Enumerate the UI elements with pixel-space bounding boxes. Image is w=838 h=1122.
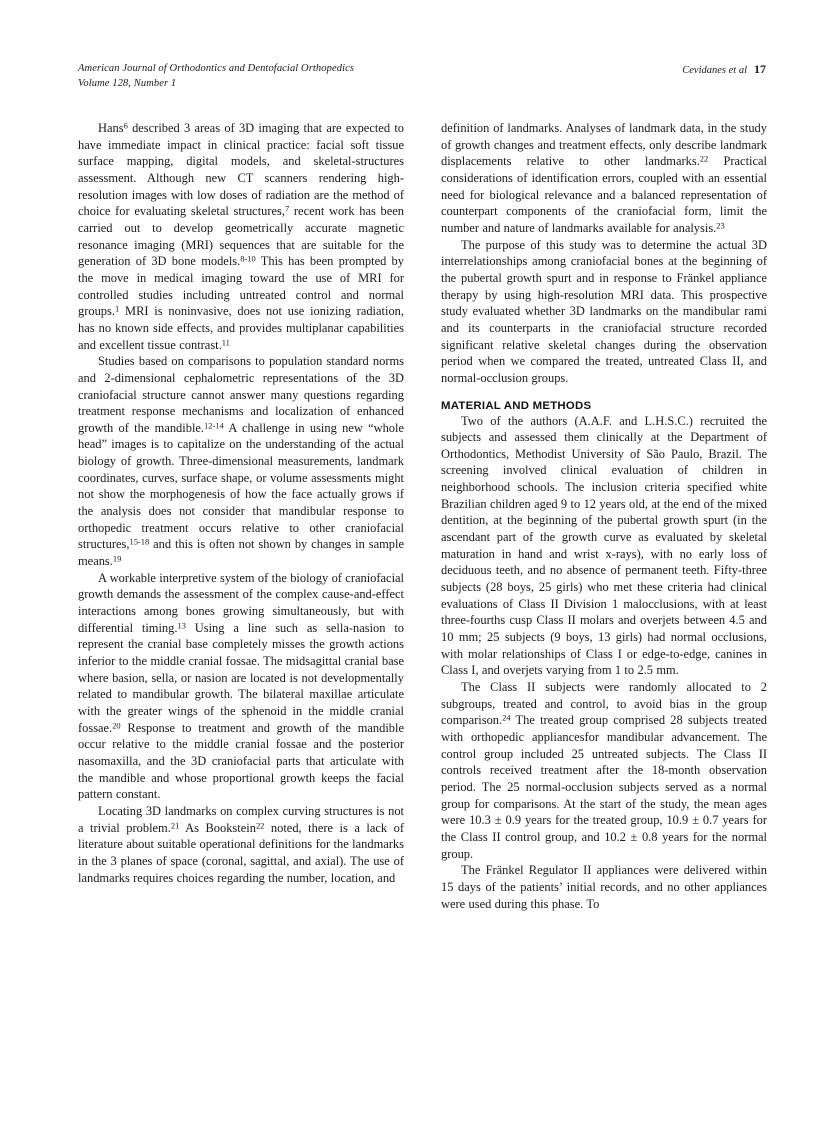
reference-superscript: 6 xyxy=(123,120,128,131)
reference-superscript: 1 xyxy=(114,303,120,314)
paragraph-p-workable: A workable interpretive system of the biology of craniofacial growth demands the assessment of the complex cause-and-effect interactions among bones growing simultaneously, but with differential timing.$^{13}$ Using a line such as sella-nasion to represent the cranial base completely misses the growth actions inferior to the middle cranial fossae. The midsagittal cranial base where basion, sella, or nasion are located is not developmentally related to mandibular growth. The bilateral maxillae articulate with the greater wings of the sphenoid in the middle cranial fossae.$^{20}$ Response to treatment and growth of the mandible occur relative to the middle cranial fossae and the posterior nasomaxilla, and the 3D craniofacial parts that articulate with the mandible and whose proportional growth keeps the facial pattern constant. xyxy=(78,570,405,802)
reference-superscript: 12-14 xyxy=(204,420,224,431)
page-number: 17 xyxy=(754,62,766,76)
reference-superscript: 11 xyxy=(221,336,230,347)
paragraph-p-hans: Hans$^6$ described 3 areas of 3D imaging that are expected to have immediate impact in clinical practice: facial soft tissue surface mapping, digital models, and skeletal-structures assessment. Although new CT scanners rendering high-resolution images with low doses of radiation are the method of choice for evaluating skeletal structures,$^7$ recent work has been carried out to develop geometrically accurate magnetic resonance imaging (MRI) sequences that are suitable for the generation of 3D bone models.$^{8-10}$ This has been prompted by the move in medical imaging toward the use of MRI for controlled studies including untreated control and normal groups.$^1$ MRI is noninvasive, does not use ionizing radiation, has no known side effects, and provides multiplanar capabilities and excellent tissue contrast.$^{11}$ xyxy=(78,120,404,352)
volume-issue: Volume 128, Number 1 xyxy=(78,77,177,89)
paragraph-p-purpose: The purpose of this study was to determine the actual 3D interrelationships among craniofacial bones at the beginning of the pubertal growth spurt and in response to Fränkel appliance therapy by using high-resolution MRI data. This prospective study evaluated whether 3D landmarks on the mandibular rami and its counterparts in the craniofacial structure recorded significant relative skeletal changes during the observation period when we compared the treated, untreated Class II, and normal-occlusion groups. xyxy=(441,237,767,385)
reference-superscript: 8-10 xyxy=(240,253,256,264)
running-head xyxy=(78,62,766,96)
paragraph-p-definition: definition of landmarks. Analyses of landmark data, in the study of growth changes and treatment effects, only describe landmark displacements relative to other landmarks.$^{22}$ Practical considerations of identification errors, coupled with an essential need for biological relevance and a balanced representation of counterpart components of the craniofacial form, limit the number and nature of landmarks available for analysis.$^{23}$ xyxy=(441,121,767,235)
two-column-body xyxy=(78,120,768,1060)
section-heading-material-and-methods: MATERIAL AND METHODS xyxy=(441,399,592,412)
reference-superscript: 22 xyxy=(255,820,265,831)
reference-superscript: 21 xyxy=(170,820,180,831)
journal-title: American Journal of Orthodontics and Dentofacial Orthopedics xyxy=(78,63,355,74)
running-head-right xyxy=(682,62,766,79)
paragraph-p-studies: Studies based on comparisons to population standard norms and 2-dimensional cephalometric representations of the 3D craniofacial structure cannot answer many questions regarding treatment response mechanisms and localization of enhanced growth of the mandible.$^{12-14}$ A challenge in using new “whole head” images is to capitalize on the understanding of the actual biology of growth. Three-dimensional measurements, landmark coordinates, curves, surface shape, or volume assessments might not show the morphogenesis of how the face actually grows if the analysis does not consider that mandibular response to orthopedic treatment occurs relative to other craniofacial structures,$^{15-18}$ and this is often not shown by changes in sample means.$^{19}$ xyxy=(78,354,405,569)
reference-superscript: 13 xyxy=(177,620,186,631)
reference-superscript: 23 xyxy=(716,220,725,231)
paragraph-p-locating: Locating 3D landmarks on complex curving structures is not a trivial problem.$^{21}$ As Bookstein$^{22}$ noted, there is a lack of literature about suitable operational definitions for the landmarks in the 3 planes of space (coronal, sagittal, and axial). The use of landmarks requires choices regarding the number, location, and xyxy=(78,803,405,885)
reference-superscript: 22 xyxy=(699,153,709,164)
reference-superscript: 19 xyxy=(112,553,122,564)
running-head-left xyxy=(78,62,354,91)
paragraph-p-class2: The Class II subjects were randomly allocated to 2 subgroups, treated and control, to avoid bias in the group comparison.$^{24}$ The treated group comprised 28 subjects treated with orthopedic appliancesfor mandibular advancement. The control group included 25 untreated subjects. The Class II controls received treatment after the 18-month observation period. The 25 normal-occlusion subjects served as a normal group for comparisons. At the start of the study, the mean ages were 10.3 ± 0.9 years for the treated group, 10.9 ± 0.7 years for the Class II control group, and 10.2 ± 0.8 years for the normal group. xyxy=(441,680,767,861)
running-head-authors: Cevidanes et al xyxy=(682,65,747,76)
reference-superscript: 15-18 xyxy=(129,536,150,547)
right-column xyxy=(441,120,767,1060)
reference-superscript: 20 xyxy=(112,720,121,731)
left-column xyxy=(78,120,404,1060)
paragraph-p-frankel: The Fränkel Regulator II appliances were delivered within 15 days of the patients’ initial records, and no other appliances were used during this phase. To xyxy=(441,863,767,911)
reference-superscript: 7 xyxy=(284,203,290,214)
reference-superscript: 24 xyxy=(502,712,511,723)
paragraph-p-two-authors: Two of the authors (A.A.F. and L.H.S.C.) recruited the subjects and assessed them clinically at the Department of Orthodontics, Methodist University of São Paulo, Brazil. The screening involved clinical evaluation of children in neighborhood schools. The inclusion criteria specified white Brazilian children aged 9 to 12 years old, at the end of the mixed dentition, at the beginning of the pubertal growth spurt (in the ascendant part of the growth curve as evaluated by skeletal maturation in hand and wrist x-rays), with no early loss of deciduous teeth, and no absence of permanent teeth. Fifty-three subjects (28 boys, 25 girls) who met these criteria had clinical evaluations of Class II Division 1 malocclusions, with at least three-fourths cusp Class II molars and overjets between 4.5 and 10 mm; 25 subjects (9 boys, 13 girls) had normal occlusions, with molar relationships of Class I or edge-to-edge, canines in Class I, and overjets varying from 1 to 2.5 mm. xyxy=(441,413,767,678)
